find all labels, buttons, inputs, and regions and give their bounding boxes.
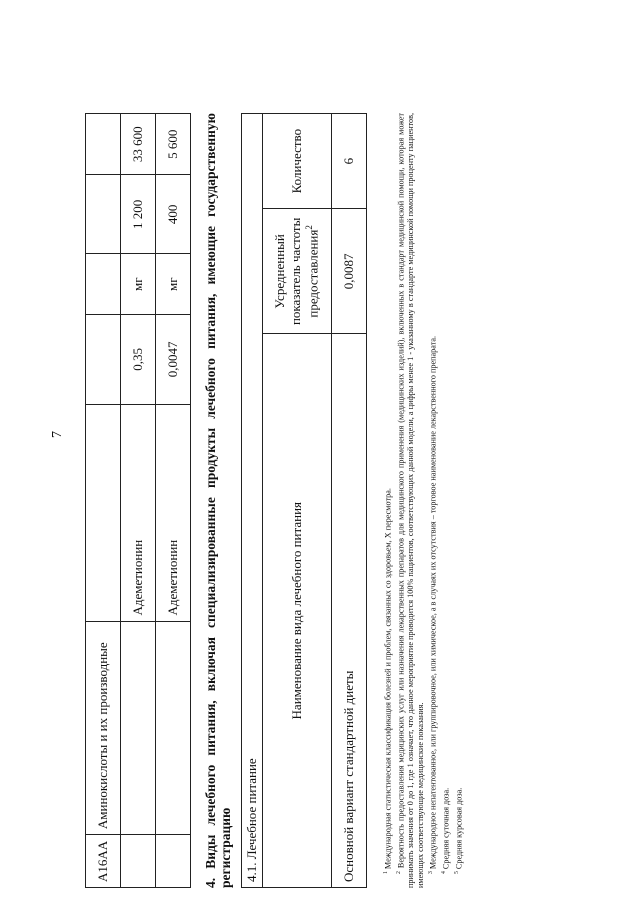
- diet-name-cell: Основной вариант стандартной диеты: [332, 334, 367, 888]
- table-row: [121, 114, 156, 888]
- footnote-text: Средняя суточная доза.: [441, 787, 451, 872]
- footnote-number: 1: [383, 871, 389, 874]
- atc-code-cell: A16AA: [86, 835, 121, 888]
- nutrition-subheader: 4.1. Лечебное питание: [242, 114, 263, 888]
- page-number: 7: [50, 431, 65, 438]
- nutrition-table: [241, 113, 367, 888]
- atc-group-name-cell: Аминокислоты и их производные: [86, 621, 121, 835]
- drug-name-cell: Адеметионин: [156, 404, 191, 621]
- footnote: [426, 113, 439, 888]
- footnote-text: Средняя курсовая доза.: [454, 787, 464, 872]
- daily-dose-cell: 1 200: [121, 175, 156, 254]
- footnote-ref: 2: [304, 225, 315, 230]
- table-row: [332, 114, 367, 888]
- empty-cell: [156, 835, 191, 888]
- table-header-row: [263, 114, 332, 888]
- diet-quantity-cell: 6: [332, 114, 367, 209]
- empty-cell: [86, 404, 121, 621]
- footnote-text: Международное непатентованное, или группировочное, или химическое, а в случаях их отсутствия – торговое наименование лекарственного препарата.: [429, 335, 439, 872]
- column-header-frequency: [263, 209, 332, 334]
- empty-cell: [121, 621, 156, 835]
- drug-table: [85, 113, 191, 888]
- empty-cell: [86, 254, 121, 315]
- frequency-cell: 0,0047: [156, 315, 191, 405]
- empty-cell: [121, 835, 156, 888]
- unit-cell: мг: [156, 254, 191, 315]
- footnote: [439, 113, 452, 888]
- column-header-quantity: Количество: [263, 114, 332, 209]
- rotated-page-content: [85, 28, 464, 888]
- section-title: 4. Виды лечебного питания, включая специализированные продукты лечебного питания, имеющие государственную регистрацию: [203, 113, 233, 888]
- table-row: [242, 114, 263, 888]
- table-row: [156, 114, 191, 888]
- empty-cell: [86, 114, 121, 175]
- column-header-name: Наименование вида лечебного питания: [263, 334, 332, 888]
- empty-cell: [86, 315, 121, 405]
- empty-cell: [86, 175, 121, 254]
- course-dose-cell: 33 600: [121, 114, 156, 175]
- footnote: [452, 113, 465, 888]
- daily-dose-cell: 400: [156, 175, 191, 254]
- footnote: [381, 113, 394, 888]
- column-header-frequency-text: Усредненный показатель частоты предоставления: [272, 217, 321, 326]
- course-dose-cell: 5 600: [156, 114, 191, 175]
- diet-frequency-cell: 0,0087: [332, 209, 367, 334]
- table-row: [86, 114, 121, 888]
- drug-name-cell: Адеметионин: [121, 404, 156, 621]
- footnote-text: Вероятность предоставления медицинских услуг или назначения лекарственных препаратов для медицинского применения (медицинских изделий), включенных в стандарт медицинской помощи, которая может принимать значения от 0 до 1, где 1 означает, что данное мероприятие проводится 100% пациентов, соответствующих данной модели, а цифры менее 1 - указанному в стандарте медицинской помощи проценту пациентов, имеющих соответствующие медицинские показания.: [396, 113, 426, 888]
- footnote-number: 5: [453, 871, 460, 874]
- footnote-number: 3: [428, 871, 435, 874]
- footnote-text: Международная статистическая классификация болезней и проблем, связанных со здоровьем, X пересмотра.: [383, 488, 393, 872]
- footnote-number: 2: [395, 871, 402, 874]
- footnote: [394, 113, 427, 888]
- unit-cell: мг: [121, 254, 156, 315]
- footnote-number: 4: [441, 871, 448, 874]
- footnotes: [381, 113, 465, 888]
- frequency-cell: 0,35: [121, 315, 156, 405]
- empty-cell: [156, 621, 191, 835]
